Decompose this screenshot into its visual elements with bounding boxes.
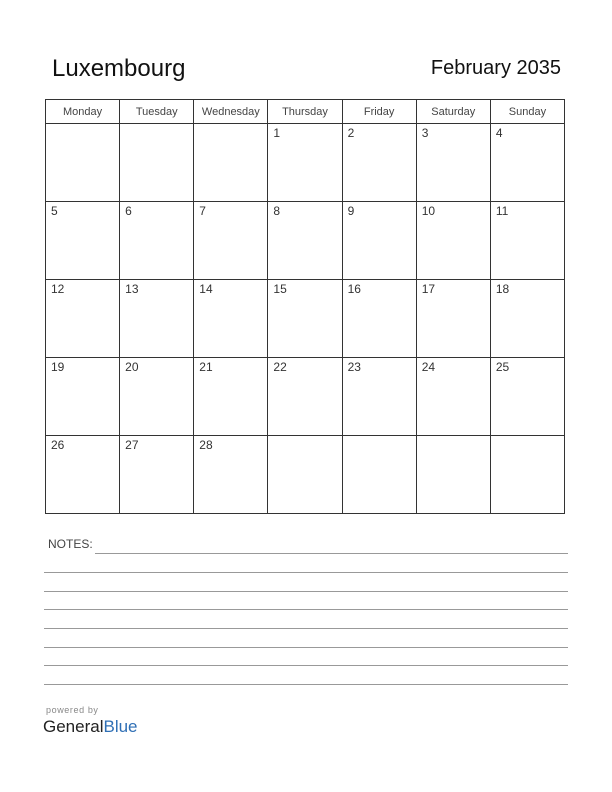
day-number: 3 bbox=[421, 126, 429, 140]
notes-line bbox=[95, 553, 568, 554]
day-number: 23 bbox=[347, 360, 361, 374]
day-cell bbox=[194, 436, 268, 514]
day-number: 4 bbox=[495, 126, 503, 140]
notes-line bbox=[44, 647, 568, 648]
notes-line bbox=[44, 591, 568, 592]
day-cell bbox=[268, 436, 342, 514]
notes-line bbox=[44, 609, 568, 610]
brand-name-part2: Blue bbox=[103, 717, 138, 736]
weekday-header: Thursday bbox=[268, 100, 342, 124]
day-number bbox=[194, 124, 267, 126]
day-cell bbox=[342, 280, 416, 358]
day-number: 10 bbox=[421, 204, 436, 218]
day-number: 25 bbox=[495, 360, 510, 374]
day-number bbox=[491, 436, 564, 438]
day-cell bbox=[342, 202, 416, 280]
week-row bbox=[46, 202, 565, 280]
day-cell bbox=[268, 358, 342, 436]
week-row bbox=[46, 124, 565, 202]
notes-label: NOTES: bbox=[48, 537, 93, 551]
day-cell bbox=[194, 124, 268, 202]
weekday-header: Monday bbox=[46, 100, 120, 124]
notes-line bbox=[44, 628, 568, 629]
day-cell bbox=[120, 280, 194, 358]
day-cell bbox=[46, 358, 120, 436]
page-title: Luxembourg bbox=[52, 55, 186, 82]
day-number bbox=[343, 436, 416, 438]
brand-logo bbox=[43, 717, 138, 737]
day-number: 26 bbox=[51, 438, 65, 452]
day-cell bbox=[120, 202, 194, 280]
day-number: 5 bbox=[51, 204, 58, 218]
day-cell bbox=[490, 358, 564, 436]
day-cell bbox=[46, 280, 120, 358]
weekday-header: Sunday bbox=[490, 100, 564, 124]
day-cell bbox=[490, 280, 564, 358]
weekday-header: Saturday bbox=[416, 100, 490, 124]
day-number: 20 bbox=[125, 360, 139, 374]
day-number: 9 bbox=[347, 204, 355, 218]
day-number bbox=[417, 436, 490, 438]
day-number: 18 bbox=[495, 282, 510, 296]
month-label: February 2035 bbox=[430, 57, 561, 79]
day-number: 22 bbox=[273, 360, 287, 374]
day-cell bbox=[194, 358, 268, 436]
day-cell bbox=[46, 202, 120, 280]
day-number bbox=[120, 124, 193, 126]
day-number bbox=[268, 436, 341, 438]
day-cell bbox=[416, 124, 490, 202]
day-cell bbox=[268, 280, 342, 358]
day-cell bbox=[46, 436, 120, 514]
day-number: 7 bbox=[199, 204, 206, 218]
day-number: 6 bbox=[125, 204, 132, 218]
day-cell bbox=[490, 436, 564, 514]
notes-line bbox=[44, 684, 568, 685]
calendar-grid bbox=[45, 99, 565, 514]
day-number: 28 bbox=[199, 438, 213, 452]
day-cell bbox=[194, 202, 268, 280]
day-cell bbox=[416, 358, 490, 436]
day-cell bbox=[342, 358, 416, 436]
day-cell bbox=[268, 124, 342, 202]
day-number: 17 bbox=[421, 282, 436, 296]
day-number: 1 bbox=[273, 126, 281, 140]
day-cell bbox=[342, 124, 416, 202]
day-cell bbox=[120, 124, 194, 202]
day-cell bbox=[416, 280, 490, 358]
weekday-header: Friday bbox=[342, 100, 416, 124]
day-cell bbox=[490, 202, 564, 280]
day-number: 8 bbox=[273, 204, 281, 218]
day-number: 21 bbox=[199, 360, 213, 374]
day-number: 24 bbox=[421, 360, 436, 374]
week-row bbox=[46, 436, 565, 514]
weekday-header: Tuesday bbox=[120, 100, 194, 124]
day-number: 16 bbox=[347, 282, 361, 296]
day-number: 12 bbox=[51, 282, 65, 296]
day-number: 13 bbox=[125, 282, 139, 296]
day-number: 14 bbox=[199, 282, 213, 296]
week-row bbox=[46, 358, 565, 436]
day-cell bbox=[120, 358, 194, 436]
day-cell bbox=[194, 280, 268, 358]
brand-name-part1: General bbox=[43, 717, 104, 736]
day-number bbox=[46, 124, 119, 126]
day-cell bbox=[46, 124, 120, 202]
day-cell bbox=[416, 436, 490, 514]
day-cell bbox=[416, 202, 490, 280]
day-number: 19 bbox=[51, 360, 65, 374]
day-cell bbox=[342, 436, 416, 514]
powered-by-label: powered by bbox=[46, 705, 99, 715]
day-cell bbox=[490, 124, 564, 202]
notes-line bbox=[44, 665, 568, 666]
day-number: 11 bbox=[495, 204, 509, 218]
day-cell bbox=[120, 436, 194, 514]
weekday-header-row bbox=[46, 100, 565, 124]
day-cell bbox=[268, 202, 342, 280]
day-number: 27 bbox=[125, 438, 139, 452]
week-row bbox=[46, 280, 565, 358]
notes-line bbox=[44, 572, 568, 573]
day-number: 15 bbox=[273, 282, 287, 296]
day-number: 2 bbox=[347, 126, 355, 140]
weekday-header: Wednesday bbox=[194, 100, 268, 124]
